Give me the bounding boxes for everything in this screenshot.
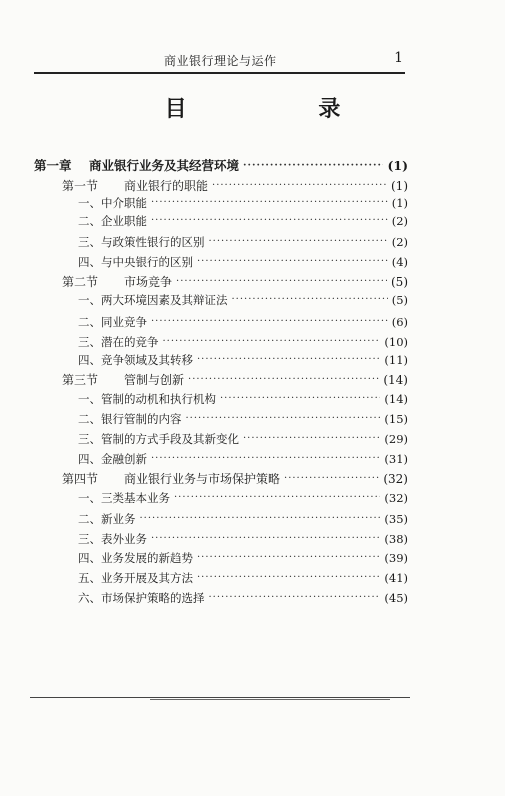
toc-entry-page: (15) (384, 412, 408, 426)
page-number: 1 (394, 50, 403, 66)
leader-dots (151, 450, 380, 468)
toc-entry-page: (29) (384, 432, 408, 446)
toc-entry-item (76, 253, 408, 271)
toc-entry-page: (11) (384, 353, 408, 367)
toc-entry-page: (6) (391, 315, 408, 329)
footer-rule (30, 697, 410, 698)
toc-entry-page: (31) (384, 452, 408, 466)
leader-dots (140, 510, 381, 528)
leader-dots (197, 351, 380, 369)
toc-entry-label: 管制与创新 (124, 373, 185, 387)
toc-entry-item (76, 390, 408, 408)
toc-entry-page: (38) (384, 532, 408, 546)
toc-entry-number: 第四节 (62, 472, 99, 486)
toc-entry-label: 二、企业职能 (78, 214, 147, 228)
toc-entry-section (62, 177, 408, 195)
toc-entry-chapter (34, 157, 408, 175)
toc-entry-page: (2) (391, 235, 408, 249)
leader-dots (197, 569, 380, 587)
toc-entry-label: 四、与中央银行的区别 (78, 255, 193, 269)
toc-entry-section (62, 470, 408, 488)
toc-entry-number: 第一节 (62, 179, 99, 193)
toc-entry-item (76, 233, 408, 251)
leader-dots (151, 212, 388, 230)
toc-entry-page: (35) (384, 512, 408, 526)
leader-dots (232, 291, 388, 309)
toc-entry-item (76, 489, 408, 507)
toc-entry-page: (1) (387, 158, 408, 173)
toc-entry-number: 第一章 (34, 158, 72, 173)
toc-entry-number: 第三节 (62, 373, 99, 387)
toc-entry-item (76, 333, 408, 351)
toc-entry-page: (14) (384, 392, 408, 406)
toc-entry-label: 一、两大环境因素及其辩证法 (78, 293, 228, 307)
toc-entry-page: (1) (391, 179, 408, 193)
leader-dots (188, 371, 379, 389)
leader-dots (163, 333, 381, 351)
toc-entry-label: 一、管制的动机和执行机构 (78, 392, 216, 406)
toc-entry-page: (4) (391, 255, 408, 269)
toc-entry-section (62, 273, 408, 291)
toc-entry-label: 商业银行的职能 (124, 179, 209, 193)
toc-entry-item (76, 569, 408, 587)
toc-entry-label: 三、表外业务 (78, 532, 147, 546)
leader-dots (151, 313, 388, 331)
toc-entry-label: 二、同业竞争 (78, 315, 147, 329)
toc-entry-label: 六、市场保护策略的选择 (78, 591, 205, 605)
leader-dots (209, 233, 388, 251)
toc-entry-label: 一、中介职能 (78, 196, 147, 210)
toc-entry-page: (5) (391, 293, 408, 307)
leader-dots (176, 273, 387, 291)
leader-dots (209, 589, 381, 607)
toc-entry-section (62, 371, 408, 389)
toc-entry-label: 三、与政策性银行的区别 (78, 235, 205, 249)
toc-entry-page: (5) (391, 275, 408, 289)
toc-entry-item (76, 510, 408, 528)
toc-entry-page: (39) (384, 551, 408, 565)
leader-dots (284, 470, 379, 488)
toc-entry-label: 商业银行业务及其经营环境 (89, 158, 240, 173)
leader-dots (243, 157, 383, 175)
toc-entry-item (76, 194, 408, 212)
toc-entry-label: 市场竞争 (124, 275, 173, 289)
leader-dots (243, 430, 380, 448)
toc-entry-label: 商业银行业务与市场保护策略 (124, 472, 281, 486)
toc-entry-page: (1) (391, 196, 408, 210)
footer-rule (150, 699, 390, 700)
toc-entry-item (76, 549, 408, 567)
toc-entry-item (76, 430, 408, 448)
toc-entry-page: (45) (384, 591, 408, 605)
running-header (34, 50, 405, 74)
leader-dots (220, 390, 380, 408)
toc-entry-item (76, 410, 408, 428)
toc-entry-label: 二、新业务 (78, 512, 136, 526)
toc-entry-page: (32) (383, 472, 408, 486)
toc-entry-label: 三、潜在的竞争 (78, 335, 159, 349)
toc-entry-item (76, 291, 408, 309)
leader-dots (174, 489, 380, 507)
toc-entry-label: 四、金融创新 (78, 452, 147, 466)
leader-dots (212, 177, 387, 195)
toc-entry-page: (14) (383, 373, 408, 387)
leader-dots (197, 253, 388, 271)
toc-entry-label: 一、三类基本业务 (78, 491, 170, 505)
toc-entry-label: 三、管制的方式手段及其新变化 (78, 432, 239, 446)
toc-entry-label: 四、业务发展的新趋势 (78, 551, 193, 565)
toc-entry-page: (41) (384, 571, 408, 585)
toc-entry-item (76, 450, 408, 468)
leader-dots (186, 410, 381, 428)
toc-entry-page: (32) (384, 491, 408, 505)
leader-dots (197, 549, 380, 567)
toc-entry-item (76, 212, 408, 230)
toc-entry-label: 五、业务开展及其方法 (78, 571, 193, 585)
toc-entry-label: 四、竞争领域及其转移 (78, 353, 193, 367)
toc-entry-page: (2) (391, 214, 408, 228)
leader-dots (151, 530, 380, 548)
toc-title: 目 录 (164, 97, 403, 122)
toc-entry-number: 第二节 (62, 275, 99, 289)
running-title: 商业银行理论与运作 (164, 54, 277, 68)
toc-entry-label: 二、银行管制的内容 (78, 412, 182, 426)
toc-entry-item (76, 313, 408, 331)
toc-entry-page: (10) (384, 335, 408, 349)
toc-entry-item (76, 351, 408, 369)
toc-entry-item (76, 530, 408, 548)
leader-dots (151, 194, 388, 212)
toc-entry-item (76, 589, 408, 607)
